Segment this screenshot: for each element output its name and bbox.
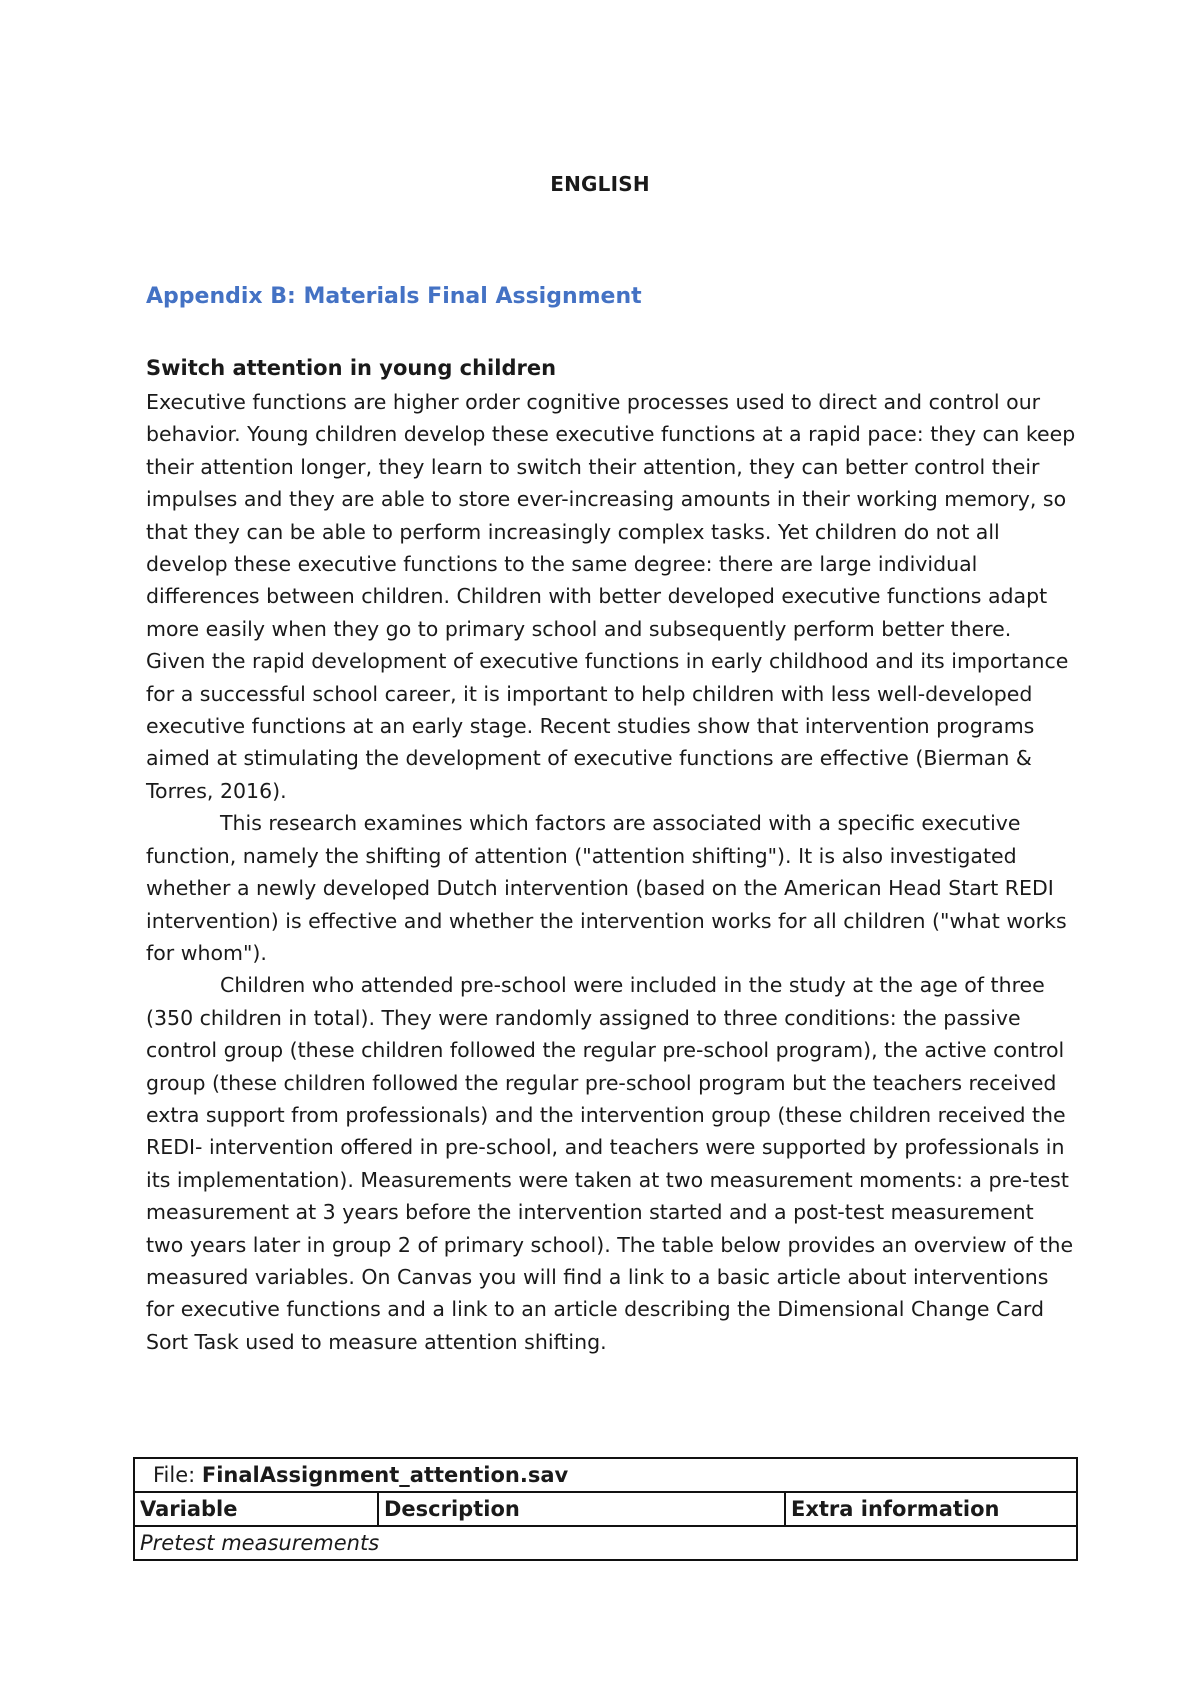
header-extra-information: Extra information: [785, 1492, 1077, 1526]
file-label: File:: [153, 1463, 202, 1487]
body-text: [146, 386, 1076, 1358]
table-section-row: [134, 1526, 1077, 1560]
section-title: Switch attention in young children: [146, 356, 557, 380]
page-header: ENGLISH: [550, 172, 650, 196]
table-header-row: [134, 1492, 1077, 1526]
paragraph: This research examines which factors are associated with a specific executive function, namely the shifting of attention ("attention shifting"). It is also investigated whether a newly developed Dutch intervention (based on the American Head Start REDI intervention) is effective and whether the intervention works for all children ("what works for whom").: [146, 811, 1067, 965]
paragraph: Executive functions are higher order cognitive processes used to direct and control our behavior. Young children develop these executive functions at a rapid pace: they can keep their attention longer, they learn to switch their attention, they can better control their impulses and they are able to store ever-increasing amounts in their working memory, so that they can be able to perform increasingly complex tasks. Yet children do not all develop these executive functions to the same degree: there are large individual differences between children. Children with better developed executive functions adapt more easily when they go to primary school and subsequently perform better there. Given the rapid development of executive functions in early childhood and its importance for a successful school career, it is important to help children with less well-developed executive functions at an early stage. Recent studies show that intervention programs aimed at stimulating the development of executive functions are effective (Bierman & Torres, 2016).: [146, 390, 1076, 803]
table-file-row: [134, 1458, 1077, 1492]
variables-table: [133, 1457, 1078, 1561]
appendix-title: Appendix B: Materials Final Assignment: [146, 284, 642, 309]
file-name: FinalAssignment_attention.sav: [201, 1463, 569, 1487]
header-description: Description: [378, 1492, 785, 1526]
header-variable: Variable: [134, 1492, 378, 1526]
section-row-cell: Pretest measurements: [134, 1526, 1077, 1560]
paragraph: Children who attended pre-school were included in the study at the age of three (350 children in total). They were randomly assigned to three conditions: the passive control group (these children followed the regular pre-school program), the active control group (these children followed the regular pre-school program but the teachers received extra support from professionals) and the intervention group (these children received the REDI- intervention offered in pre-school, and teachers were supported by professionals in its implementation). Measurements were taken at two measurement moments: a pre-test measurement at 3 years before the intervention started and a post-test measurement two years later in group 2 of primary school). The table below provides an overview of the measured variables. On Canvas you will find a link to a basic article about interventions for executive functions and a link to an article describing the Dimensional Change Card Sort Task used to measure attention shifting.: [146, 973, 1074, 1354]
file-cell: [134, 1458, 1077, 1492]
